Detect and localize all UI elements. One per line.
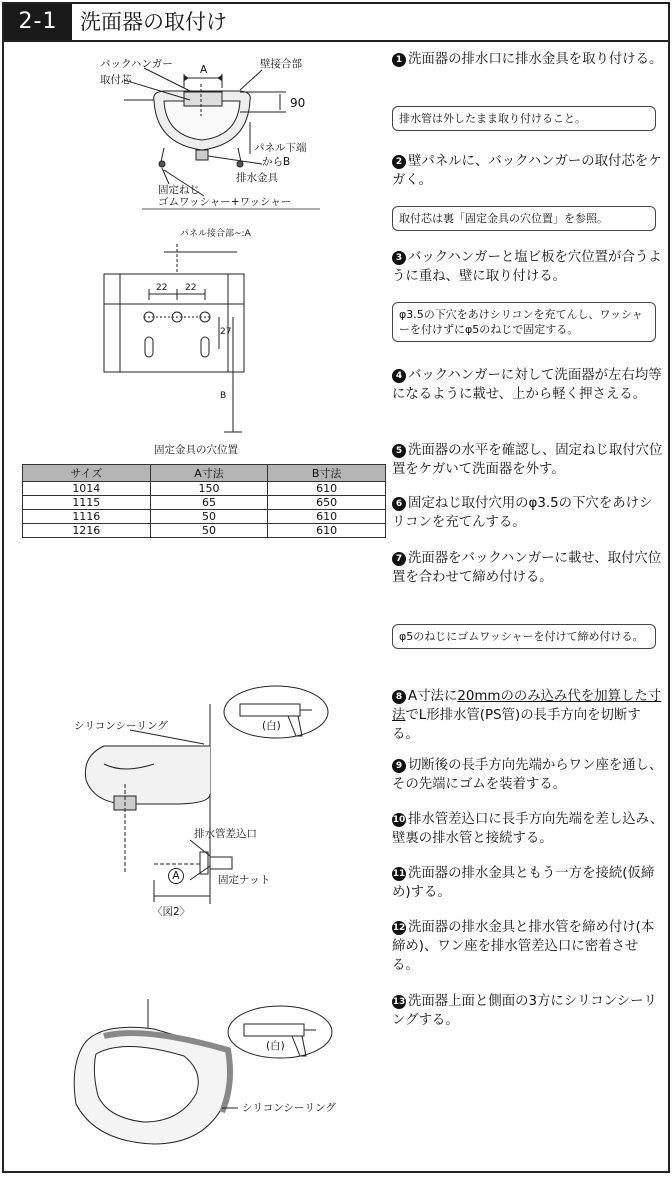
note-1: 排水管は外したまま取り付けること。 (392, 106, 656, 131)
cell: 610 (268, 510, 386, 524)
silicone-label-1: シリコンシーリング (74, 720, 168, 732)
section-number: 2-1 (4, 4, 72, 40)
fix-screw-label: 固定ねじ (158, 184, 200, 196)
from-b-label: からB (262, 156, 291, 168)
table-row (23, 496, 386, 510)
step-6: 6 固定ねじ取付穴用のφ3.5の下穴をあけシリコンを充てんする。 (392, 496, 653, 530)
wall-joint-label: 壁接合部 (260, 58, 302, 70)
col-a: A寸法 (150, 465, 268, 482)
fig2-hanger-plate (104, 244, 244, 432)
page (2, 2, 670, 1173)
table-row (23, 524, 386, 538)
note-4: φ5のねじにゴムワッシャーを付けて締め付ける。 (392, 624, 656, 649)
cell: 65 (150, 496, 268, 510)
mount-core-label: 取付芯 (100, 74, 132, 86)
cell: 610 (268, 524, 386, 538)
silicone-label-2: シリコンシーリング (242, 1102, 336, 1114)
cell: 1116 (23, 510, 151, 524)
spec-table (22, 464, 386, 538)
dim-90-label: 90 (290, 96, 306, 110)
fig1-basin (124, 68, 320, 209)
cell: 1216 (23, 524, 151, 538)
gun-white-label-2: (白) (266, 1040, 285, 1052)
col-size: サイズ (23, 465, 151, 482)
note-2: 取付芯は裏「固定金具の穴位置」を参照。 (392, 206, 656, 231)
cell: 1014 (23, 482, 151, 496)
figure-2-caption: 〈図2〉 (152, 906, 191, 918)
step-8: 8 A寸法に20mmののみ込み代を加算した寸法でL形排水管(PS管)の長手方向を切断する。 (392, 689, 662, 742)
cell: 150 (150, 482, 268, 496)
step-2: 2 壁パネルに、バックハンガーの取付芯をケガく。 (392, 154, 662, 188)
dim-27-label: 27 (220, 327, 232, 337)
dim-22b-label: 22 (185, 283, 197, 293)
drain-inlet-label: 排水管差込口 (194, 828, 257, 840)
step-4: 4 バックハンガーに対して洗面器が左右均等になるように載せ、上から軽く押さえる。 (392, 368, 662, 402)
spec-table-header (23, 465, 386, 482)
step-7: 7 洗面器をバックハンガーに載せ、取付穴位置を合わせて締め付ける。 (392, 551, 662, 585)
washers-label: ゴムワッシャー+ワッシャー (158, 196, 292, 208)
section-title: 洗面器の取付け (80, 10, 227, 34)
cell: 50 (150, 510, 268, 524)
step-9: 9 切断後の長手方向先端からワン座を通し、その先端にゴムを装着する。 (392, 758, 663, 792)
col-b: B寸法 (268, 465, 386, 482)
gun-white-label-1: (白) (262, 720, 281, 732)
step-1: 1 洗面器の排水口に排水金具を取り付ける。 (392, 50, 664, 69)
step-5: 5 洗面器の水平を確認し、固定ねじ取付穴位置をケガいて洗面器を外す。 (392, 443, 663, 477)
panel-joint-label: パネル接合部~:A (180, 229, 251, 239)
drain-fitting-label: 排水金具 (236, 172, 278, 184)
step-13: 13 洗面器上面と側面の3方にシリコンシーリングする。 (392, 994, 657, 1028)
step-10: 10 排水管差込口に長手方向先端を差し込み、壁裏の排水管と接続する。 (392, 812, 664, 846)
cell: 1115 (23, 496, 151, 510)
step-3: 3 バックハンガーと塩ビ板を穴位置が合うように重ね、壁に取り付ける。 (392, 250, 662, 284)
step-11: 11 洗面器の排水金具ともう一方を接続(仮締め)する。 (392, 866, 655, 900)
dim-b-label: B (220, 391, 227, 401)
back-hanger-label: バックハンガー (100, 58, 173, 70)
dim-a-label: A (200, 64, 208, 76)
spec-table-title: 固定金具の穴位置 (154, 444, 238, 456)
cell: 50 (150, 524, 268, 538)
fig4-basin-perspective (74, 999, 332, 1144)
note-3: φ3.5の下穴をあけシリコンを充てんし、ワッシャーを付けずにφ5のねじで固定する。 (392, 302, 656, 342)
dim-a-circled: A (168, 868, 184, 884)
panel-bottom-label: パネル下端 (254, 142, 307, 154)
cell: 650 (268, 496, 386, 510)
fix-nut-label: 固定ナット (218, 874, 271, 886)
cell: 610 (268, 482, 386, 496)
table-row (23, 510, 386, 524)
dim-22a-label: 22 (156, 283, 168, 293)
fig3-side-view (85, 686, 328, 904)
step-12: 12 洗面器の排水金具と排水管を締め付け(本締め)、ワン座を排水管差込口に密着させる。 (392, 920, 655, 973)
table-row (23, 482, 386, 496)
